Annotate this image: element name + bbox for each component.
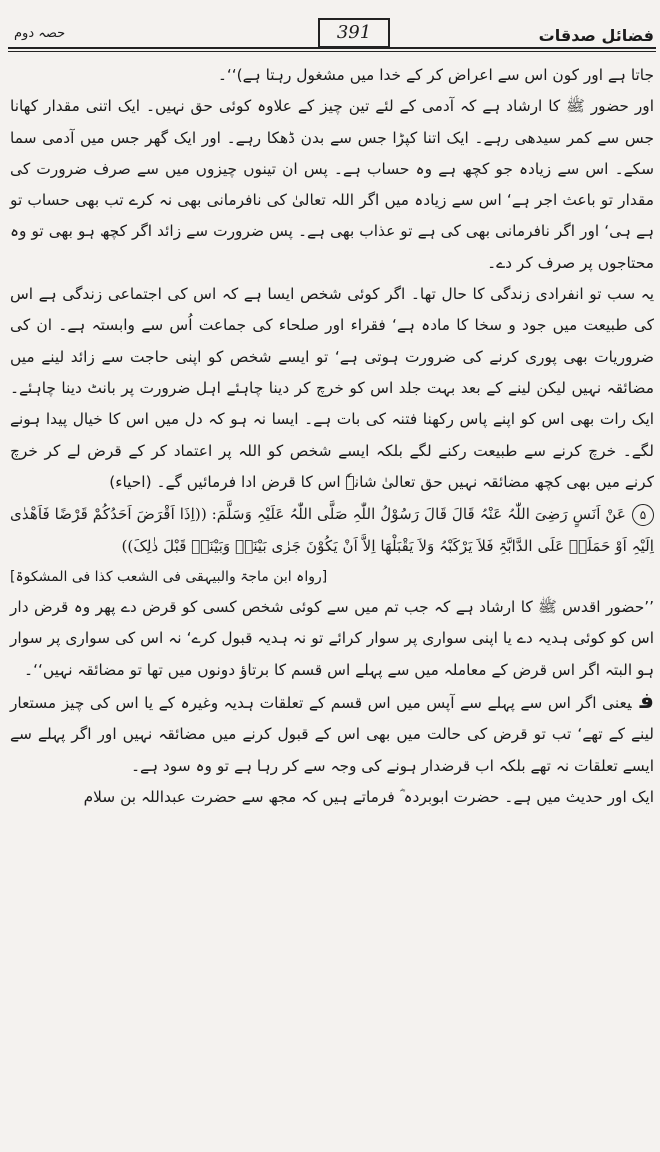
page-header — [0, 0, 660, 60]
hadith-reference: [رواہ ابن ماجۃ والبیہقی فی الشعب کذا فی المشکوۃ] — [10, 569, 328, 586]
book-title: فضائل صدقات — [538, 26, 654, 45]
header-rule — [8, 47, 656, 49]
paragraph-last: ایک اور حدیث میں ہے۔ حضرت ابوبردہ ؓ فرماتے ہیں کہ مجھ سے حضرت عبداللہ بن سلام — [83, 787, 654, 806]
page-body — [10, 60, 654, 813]
part-label: حصہ دوم — [14, 26, 66, 41]
hadith-arabic: عَنْ اَنَسٍ رَضِیَ اللّٰہُ عَنْہُ قَالَ قَالَ رَسُوْلُ اللّٰہِ صَلَّی اللّٰہُ عَلَیْہِ وَسَلَّمَ: ((اِذَا اَقْرَضَ اَحَدُکُمْ قَرْضًا فَاَھْدٰی اِلَیْہِ اَوْ حَمَلَہٗ عَلَی الدَّابَّۃِ فَلاَ یَرْکَبْہُ وَلاَ یَقْبَلْھَا اِلاَّ اَنْ یَکُوْنَ جَرٰی بَیْنَہٗ وَبَیْنَہٗ قَبْلَ ذٰلِکَ)) — [10, 505, 654, 556]
fa-mark: ف — [639, 689, 654, 715]
page-number: 391 — [318, 18, 390, 48]
paragraph-3: یہ سب تو انفرادی زندگی کا حال تھا۔ اگر کوئی شخص ایسا ہے کہ اس کی اجتماعی زندگی ہے اس کی طبیعت میں جود و سخا کا مادہ ہے‘ فقراء اور صلحاء کی جماعت اُس سے وابستہ ہے۔ ان کی ضروریات بھی پوری کرنے کی ضرورت ہوتی ہے‘ تو ایسے شخص کو اپنی حاجت سے زائد لینے میں مضائقہ نہیں لیکن لینے کے بعد بہت جلد اس کو خرچ کر دینا چاہئے اہل ضرورت پر بانٹ دینا چاہئے۔ ایک رات بھی اس کو اپنے پاس رکھنا فتنہ کی بات ہے۔ ایسا نہ ہو کہ دل میں اس کا خیال پیدا ہونے لگے۔ خرچ کرنے سے طبیعت رکنے لگے بلکہ ایسے شخص کو اللہ پر اعتماد کر کے قرض لے کر خرچ کرنے میں بھی کچھ مضائقہ نہیں حق تعالیٰ شانہٗ اس کا قرض ادا فرمائیں گے۔ (احیاء) — [10, 285, 654, 491]
footnote-text: یعنی اگر اس سے پہلے سے آپس میں اس قسم کے تعلقات ہدیہ وغیرہ کے یا اس کی چیز مستعار لینے کے تھے‘ تب تو قرض کی حالت میں بھی اس کے قبول کرنے میں مضائقہ نہیں اور اگر پہلے سے ایسے تعلقات نہ تھے بلکہ اب قرضدار ہونے کی وجہ سے کر رہا ہے تو وہ سود ہے۔ — [10, 694, 654, 775]
hadith-translation: ’’حضور اقدس ﷺ کا ارشاد ہے کہ جب تم میں سے کوئی شخص کسی کو قرض دے پھر وہ قرض دار اس کو کوئی ہدیہ دے یا اپنی سواری پر سوار کرائے تو نہ ہدیہ قبول کرے‘ نہ اس کی سواری پر سوار ہو البتہ اگر اس قرض کے معاملہ میں سے پہلے اس قسم کا برتاؤ دونوں میں تھا تو مضائقہ نہیں‘‘۔ — [10, 598, 654, 679]
paragraph-1: جاتا ہے اور کون اس سے اعراض کر کے خدا میں مشغول رہتا ہے)‘‘۔ — [217, 66, 654, 84]
paragraph-2: اور حضور ﷺ کا ارشاد ہے کہ آدمی کے لئے تین چیز کے علاوہ کوئی حق نہیں۔ ایک اتنی مقدار کھانا جس سے کمر سیدھی رہے۔ ایک اتنا کپڑا جس سے بدن ڈھکا رہے۔ اور ایک گھر جس میں آدمی سما سکے۔ اس سے زیادہ جو کچھ ہے وہ حساب ہے۔ پس ان تینوں چیزوں میں سے صرف ضرورت کی مقدار تو باعث اجر ہے‘ اس سے زیادہ میں اگر اللہ تعالیٰ کی نافرمانی بھی نہ کرے تب بھی حساب تو ہے ہی‘ اور اگر نافرمانی بھی کی ہے تو عذاب بھی ہے۔ پس ضرورت سے زائد اگر کچھ ہو بھی تو وہ محتاجوں پر صرف کر دے۔ — [10, 97, 654, 272]
hadith-arabic-block — [10, 498, 654, 562]
header-rule-thin — [8, 51, 656, 52]
hadith-number: ۵ — [632, 504, 654, 526]
footnote-block — [10, 686, 654, 782]
